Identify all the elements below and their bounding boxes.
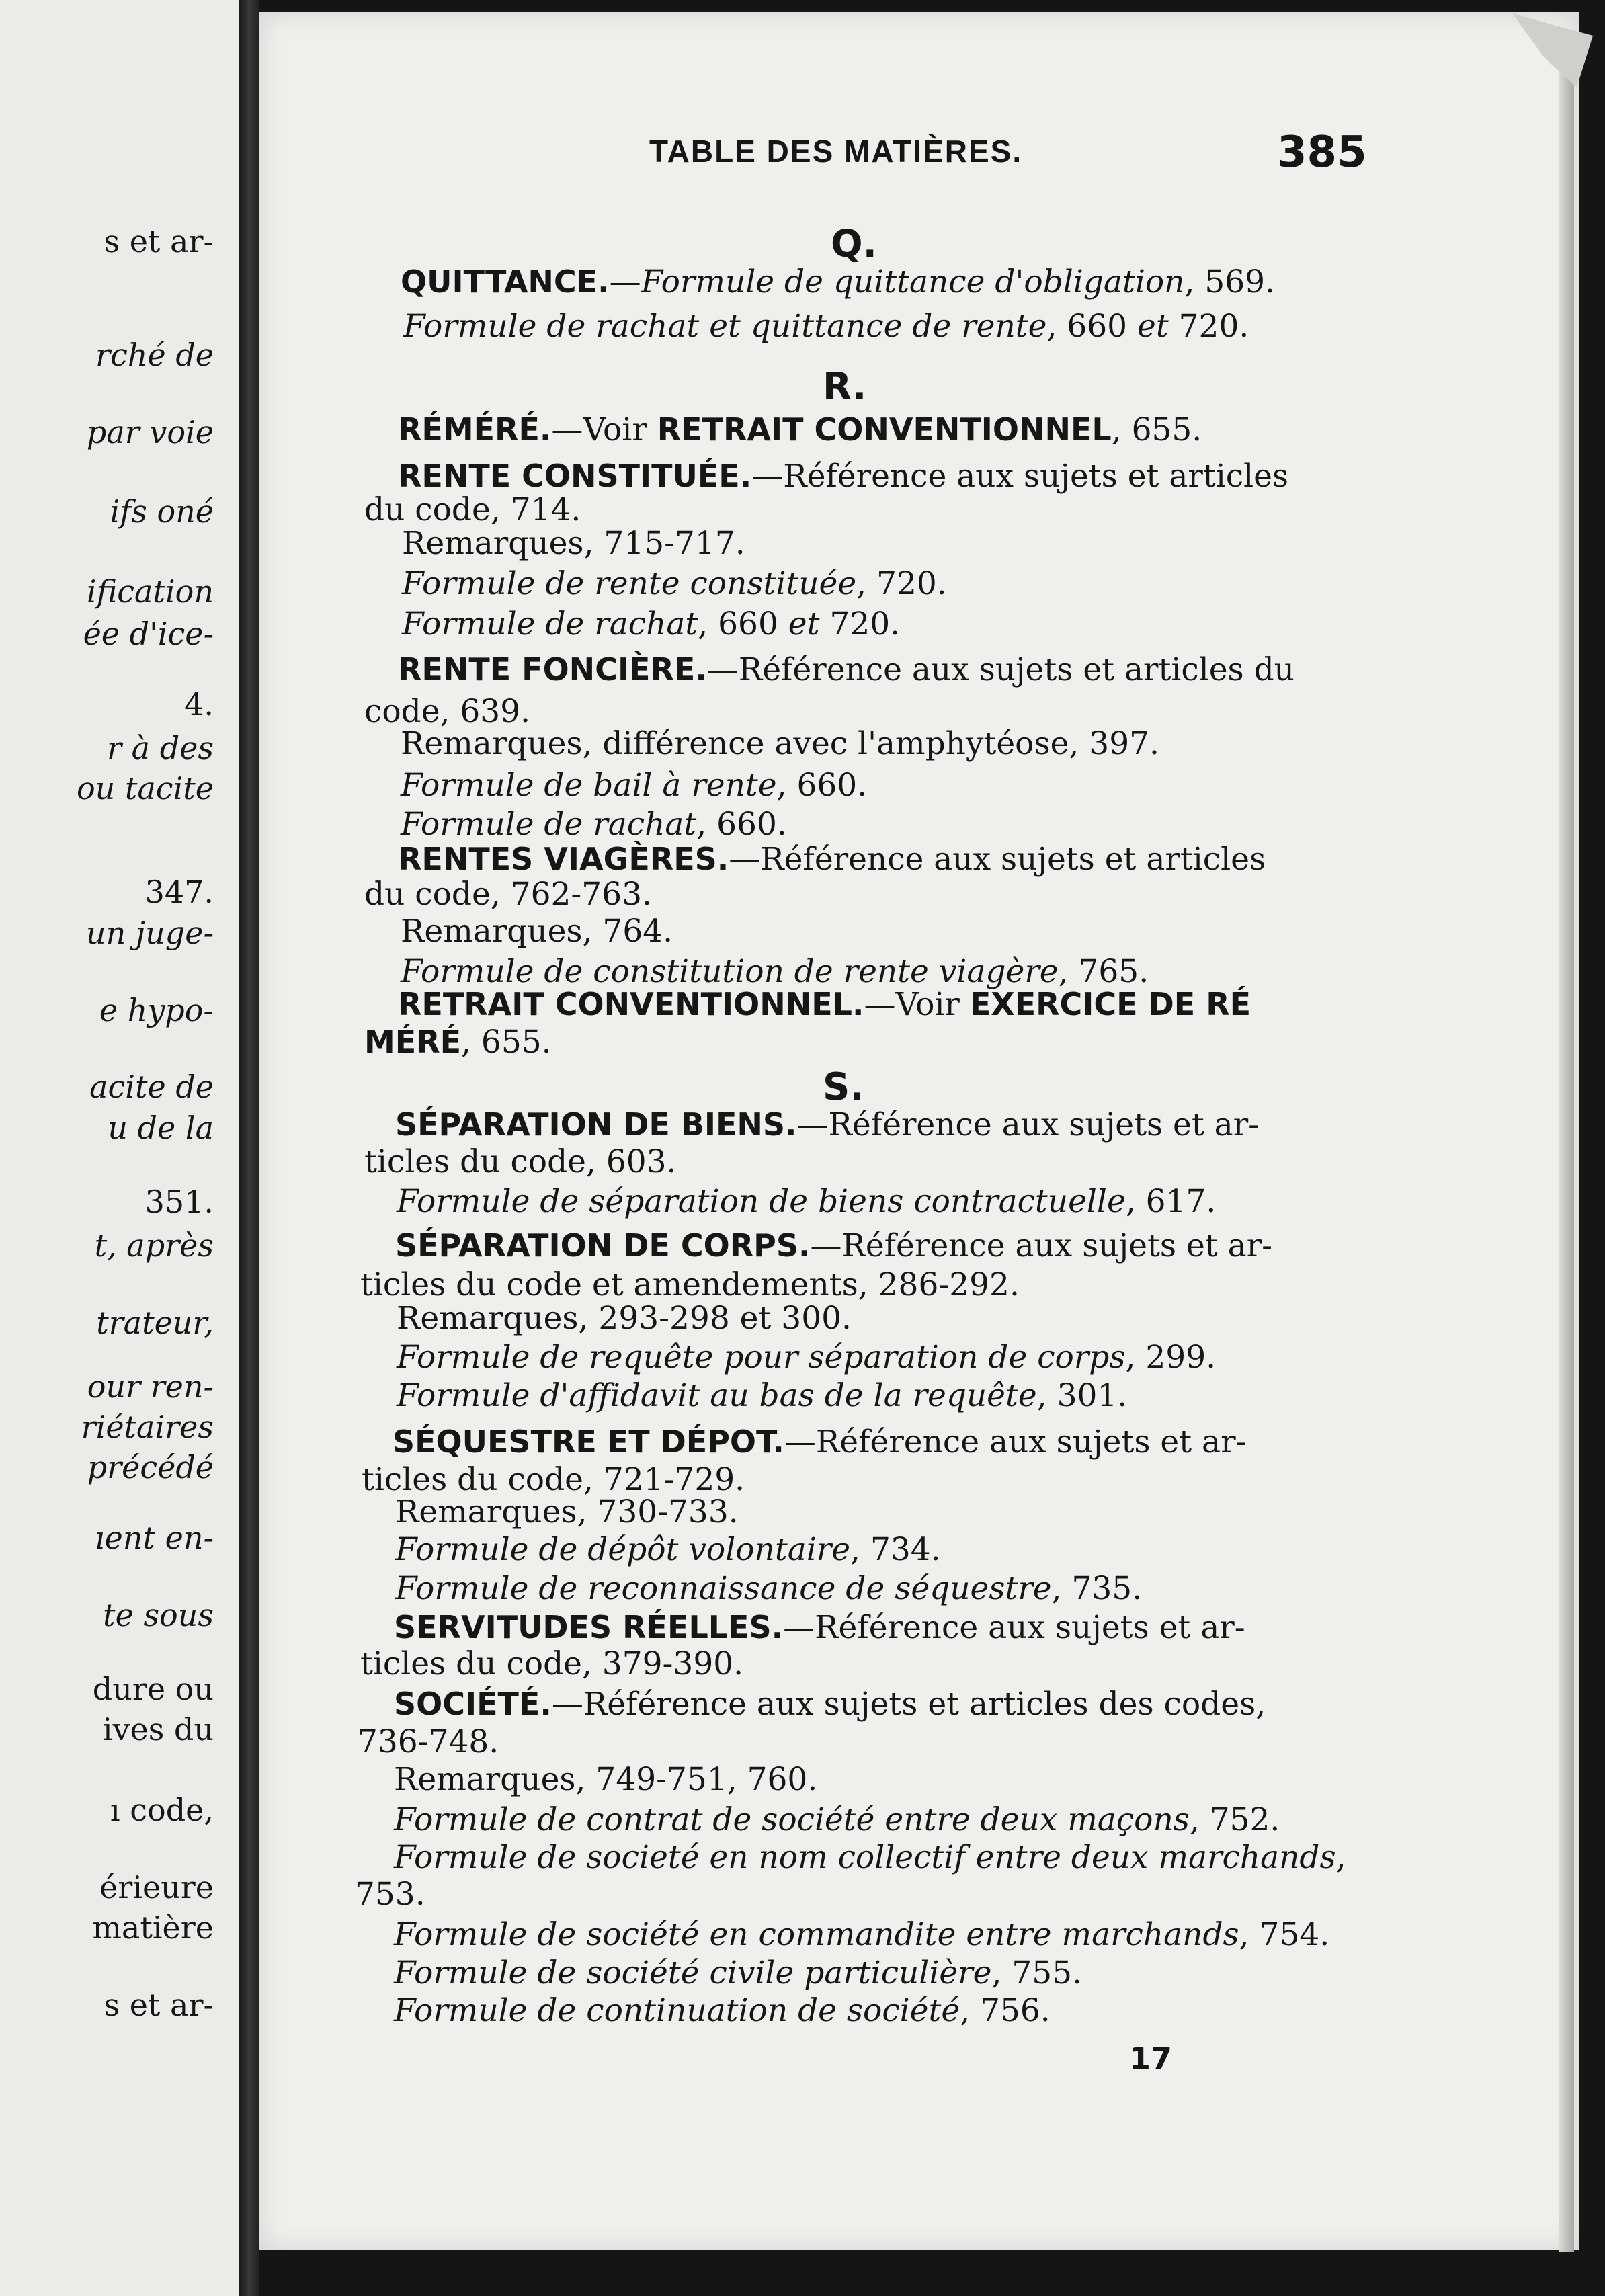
left-page-line: précédé	[87, 1449, 214, 1485]
index-entry-line	[395, 1531, 941, 1568]
entry-text: code, 639.	[364, 693, 531, 730]
index-entry-line	[394, 1801, 1280, 1838]
left-page-line: ı code,	[110, 1792, 214, 1828]
book-gutter	[239, 0, 259, 2296]
entry-text: , 735.	[1051, 1570, 1143, 1607]
left-page-line: ification	[86, 573, 214, 610]
left-page-line: acite de	[89, 1069, 214, 1105]
index-entry-line	[397, 1300, 852, 1337]
entry-text: ticles du code, 721-729.	[362, 1461, 745, 1498]
page-number: 385	[1277, 128, 1367, 177]
entry-text: , 752.	[1189, 1801, 1280, 1838]
index-entry-line	[394, 1992, 1051, 2029]
entry-text: —Référence aux sujets et articles	[751, 458, 1289, 495]
index-entry-line	[398, 986, 1251, 1023]
entry-heading: EXERCICE DE RÉ	[969, 986, 1251, 1022]
index-entry-line	[395, 1570, 1143, 1607]
entry-text: ticles du code, 379-390.	[360, 1645, 744, 1682]
index-entry-line	[395, 1106, 1260, 1143]
entry-text: ticles du code, 603.	[364, 1143, 677, 1180]
index-entry-line	[364, 693, 531, 730]
entry-formule: Formule de rachat	[401, 806, 697, 843]
index-entry-line	[401, 263, 1275, 300]
entry-text: , 655.	[461, 1024, 552, 1061]
left-page-line: ée d'ice-	[83, 616, 214, 652]
section-letter-s: S.	[823, 1065, 864, 1109]
index-entry-line	[364, 491, 581, 528]
index-entry-line	[397, 1183, 1217, 1220]
index-entry-line	[394, 1609, 1245, 1646]
entry-text: , 765.	[1058, 953, 1149, 990]
index-entry-line	[398, 411, 1202, 448]
signature-mark: 17	[1129, 2041, 1173, 2077]
entry-text: —Référence aux sujets et ar-	[783, 1609, 1245, 1646]
entry-text: —Référence aux sujets et articles	[729, 841, 1266, 878]
entry-formule: Formule de requête pour séparation de corps	[397, 1339, 1126, 1376]
index-entry-line	[394, 1916, 1330, 1953]
index-entry-line	[394, 1955, 1082, 1992]
index-entry-line	[397, 1339, 1217, 1376]
index-entry-line	[393, 1424, 1247, 1461]
left-page-line: e hypo-	[99, 992, 214, 1028]
left-page-line: u de la	[108, 1110, 214, 1146]
entry-formule: Formule de quittance d'obligation	[641, 263, 1185, 300]
left-page-line: ıent en-	[94, 1520, 214, 1556]
entry-text: ,	[1335, 1839, 1346, 1876]
entry-formule: Formule de societé en nom collectif entre deux marchands	[394, 1839, 1336, 1876]
left-page-line: our ren-	[87, 1368, 214, 1405]
entry-text: —Voir	[864, 986, 970, 1023]
left-page	[0, 0, 239, 2296]
entry-formule: Formule de contrat de société entre deux maçons	[394, 1801, 1190, 1838]
entry-text: Remarques, différence avec l'amphytéose, 397.	[401, 725, 1159, 762]
index-entry-line	[358, 1723, 499, 1760]
entry-text: , 569.	[1184, 263, 1275, 300]
left-page-line: trateur,	[96, 1305, 214, 1341]
entry-heading: RENTES VIAGÈRES.	[398, 841, 729, 877]
index-entry-line	[394, 1686, 1266, 1723]
running-head: TABLE DES MATIÈRES.	[649, 134, 1023, 169]
left-page-line: t, après	[94, 1227, 214, 1264]
entry-formule: Formule de société civile particulière	[394, 1955, 992, 1992]
index-entry-line	[402, 565, 947, 602]
index-entry-line	[401, 806, 787, 843]
index-entry-line	[398, 458, 1289, 495]
entry-text: 753.	[355, 1876, 425, 1913]
index-entry-line	[403, 308, 1249, 345]
entry-text: Remarques, 293-298 et 300.	[397, 1300, 852, 1337]
index-entry-line	[398, 651, 1294, 688]
index-entry-line	[397, 1377, 1128, 1414]
entry-formule: et	[788, 606, 820, 643]
entry-text: , 660	[698, 606, 788, 643]
index-entry-line	[364, 876, 652, 913]
entry-heading: SÉQUESTRE ET DÉPOT.	[393, 1424, 784, 1460]
entry-text: —Référence aux sujets et articles des codes,	[551, 1686, 1266, 1723]
entry-formule: Formule de reconnaissance de séquestre	[395, 1570, 1052, 1607]
left-page-line: s et ar-	[104, 1987, 214, 2023]
index-entry-line	[398, 841, 1266, 878]
entry-text: 720.	[1168, 308, 1249, 345]
left-page-line: ives du	[102, 1711, 214, 1748]
entry-text: —Voir	[551, 411, 657, 448]
index-entry-line	[355, 1876, 425, 1913]
left-page-line: r à des	[107, 730, 214, 766]
entry-text: , 660	[1046, 308, 1137, 345]
left-page-line: ou tacite	[76, 770, 214, 807]
index-entry-line	[402, 606, 901, 643]
entry-text: Remarques, 749-751, 760.	[394, 1761, 818, 1798]
index-entry-line	[364, 1024, 552, 1061]
entry-text: , 660.	[696, 806, 787, 843]
index-entry-line	[362, 1461, 745, 1498]
index-entry-line	[394, 1761, 818, 1798]
section-letter-r: R.	[823, 365, 867, 409]
index-entry-line	[401, 913, 673, 950]
page-edge	[1559, 47, 1574, 2252]
entry-formule: Formule de séparation de biens contractuelle	[397, 1183, 1126, 1220]
left-page-line: ifs oné	[110, 493, 214, 530]
left-page-line: s et ar-	[104, 223, 214, 259]
entry-text: du code, 762-763.	[364, 876, 652, 913]
entry-text: , 299.	[1125, 1339, 1217, 1376]
entry-text: —Référence aux sujets et articles du	[706, 651, 1294, 688]
entry-formule: Formule de rachat	[402, 606, 698, 643]
index-entry-line	[394, 1839, 1346, 1876]
entry-heading: RETRAIT CONVENTIONNEL.	[398, 986, 864, 1022]
index-entry-line	[402, 525, 745, 562]
index-entry-line	[401, 953, 1149, 990]
entry-text: , 720.	[856, 565, 947, 602]
entry-heading: RÉMÉRÉ.	[398, 411, 552, 448]
entry-heading: RENTE CONSTITUÉE.	[398, 458, 752, 494]
entry-text: 720.	[819, 606, 901, 643]
entry-text: , 660.	[776, 767, 868, 804]
entry-text: 736-748.	[358, 1723, 499, 1760]
entry-text: , 756.	[960, 1992, 1051, 2029]
entry-heading: SERVITUDES RÉELLES.	[394, 1609, 784, 1645]
entry-heading: MÉRÉ	[364, 1024, 462, 1060]
left-page-line: par voie	[86, 414, 214, 450]
entry-formule: Formule de dépôt volontaire	[395, 1531, 851, 1568]
index-entry-line	[360, 1266, 1020, 1303]
left-page-line: riétaires	[81, 1409, 214, 1445]
entry-text: ticles du code et amendements, 286-292.	[360, 1266, 1020, 1303]
entry-text: , 754.	[1239, 1916, 1330, 1953]
section-letter-q: Q.	[831, 222, 877, 266]
entry-text: Remarques, 730-733.	[395, 1493, 739, 1530]
entry-text: Remarques, 715-717.	[402, 525, 745, 562]
left-page-line: te sous	[103, 1597, 214, 1633]
entry-formule: Formule de rente constituée	[402, 565, 857, 602]
left-page-line: un juge-	[86, 915, 214, 951]
entry-text: du code, 714.	[364, 491, 581, 528]
index-entry-line	[395, 1493, 739, 1530]
index-entry-line	[364, 1143, 677, 1180]
left-page-line: 351.	[145, 1184, 214, 1220]
left-page-line: matière	[92, 1910, 214, 1946]
entry-formule: Formule de constitution de rente viagère	[401, 953, 1059, 990]
left-page-line: 4.	[184, 686, 214, 723]
entry-formule: Formule de rachat et quittance de rente	[403, 308, 1047, 345]
entry-heading: SOCIÉTÉ.	[394, 1686, 552, 1722]
entry-text: Remarques, 764.	[401, 913, 673, 950]
entry-heading: SÉPARATION DE BIENS.	[395, 1106, 797, 1143]
entry-text: , 734.	[850, 1531, 941, 1568]
left-page-line: dure ou	[92, 1671, 214, 1707]
entry-text: —Référence aux sujets et ar-	[784, 1424, 1247, 1461]
entry-text: —	[609, 263, 641, 300]
index-entry-line	[360, 1645, 744, 1682]
entry-formule: Formule d'affidavit au bas de la requête	[397, 1377, 1037, 1414]
entry-heading: SÉPARATION DE CORPS.	[395, 1227, 811, 1264]
entry-text: , 617.	[1125, 1183, 1217, 1220]
entry-heading: QUITTANCE.	[401, 263, 610, 300]
entry-formule: Formule de bail à rente	[401, 767, 777, 804]
entry-text: —Référence aux sujets et ar-	[810, 1227, 1272, 1264]
index-entry-line	[401, 725, 1159, 762]
entry-formule: et	[1137, 308, 1169, 345]
entry-heading: RENTE FONCIÈRE.	[398, 651, 707, 688]
left-page-line: érieure	[99, 1869, 214, 1905]
entry-text: —Référence aux sujets et ar-	[796, 1106, 1260, 1143]
entry-text: , 301.	[1036, 1377, 1128, 1414]
index-entry-line	[401, 767, 868, 804]
entry-heading: RETRAIT CONVENTIONNEL	[657, 411, 1112, 448]
index-entry-line	[395, 1227, 1272, 1264]
left-page-line: rché de	[95, 337, 214, 373]
entry-text: , 655.	[1111, 411, 1202, 448]
left-page-line: 347.	[145, 874, 214, 910]
entry-text: , 755.	[991, 1955, 1082, 1992]
entry-formule: Formule de continuation de société	[394, 1992, 960, 2029]
entry-formule: Formule de société en commandite entre marchands	[394, 1916, 1239, 1953]
